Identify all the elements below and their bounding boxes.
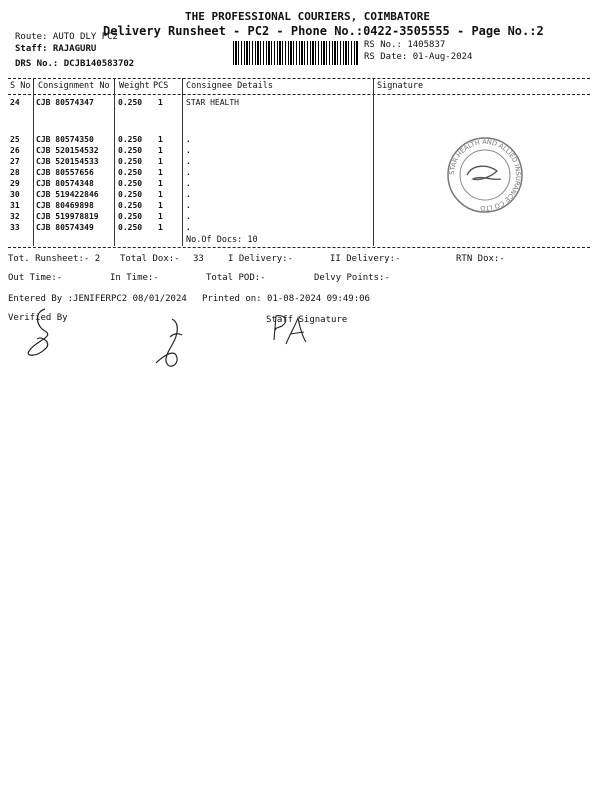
row-consignee: .: [186, 179, 191, 188]
delvy-points: Delvy Points:-: [314, 273, 390, 283]
row-weight: 0.250: [118, 190, 143, 199]
row-pcs: 1: [158, 135, 163, 144]
col-header-consignment: Consignment No: [38, 81, 110, 91]
printed-on: Printed on: 01-08-2024 09:49:06: [202, 294, 370, 304]
rs-number: RS No.: 1405837: [364, 40, 446, 50]
row-weight: 0.250: [118, 201, 143, 210]
entered-by: Entered By :JENIFERPC2 08/01/2024: [8, 294, 187, 304]
out-time: Out Time:-: [8, 273, 63, 283]
seal-text: STAR HEALTH AND ALLIED INSURANCE CO LTD: [447, 137, 523, 213]
row-consignee: .: [186, 146, 191, 155]
runsheet-subtitle: Delivery Runsheet - PC2 - Phone No.:0422-3505555 - Page No.:2: [103, 24, 544, 38]
no-of-docs: No.Of Docs: 10: [186, 235, 258, 245]
row-consignment: CJB 80574349: [36, 223, 94, 232]
rs-date: RS Date: 01-Aug-2024: [364, 52, 473, 62]
col-divider: [373, 78, 374, 246]
table-top-rule: [8, 78, 590, 79]
route: Route: AUTO DLY PC2: [15, 32, 118, 42]
total-pod: Total POD:-: [206, 273, 266, 283]
row-sno: 32: [10, 212, 20, 221]
row-sno: 33: [10, 223, 20, 232]
company-seal-stamp: [445, 135, 525, 215]
row-weight: 0.250: [118, 146, 143, 155]
signature-staff: [262, 310, 312, 350]
row-pcs: 1: [158, 98, 163, 107]
tot-runsheet: Tot. Runsheet:- 2: [8, 254, 101, 264]
i-delivery: I Delivery:-: [228, 254, 294, 264]
row-weight: 0.250: [118, 157, 143, 166]
row-consignment: CJB 80469898: [36, 201, 94, 210]
row-sno: 25: [10, 135, 20, 144]
signature-middle: [150, 315, 195, 370]
row-pcs: 1: [158, 201, 163, 210]
drs-number: DRS No.: DCJB140583702: [15, 59, 135, 69]
row-sno: 31: [10, 201, 20, 210]
col-header-sno: S No: [10, 81, 31, 91]
table-header-rule: [8, 94, 590, 95]
col-header-signature: Signature: [377, 81, 424, 91]
row-pcs: 1: [158, 212, 163, 221]
company-name: THE PROFESSIONAL COURIERS, COIMBATORE: [185, 10, 431, 23]
row-consignee: .: [186, 168, 191, 177]
row-sno: 24: [10, 98, 20, 107]
row-consignee: .: [186, 135, 191, 144]
row-pcs: 1: [158, 168, 163, 177]
signature-verified: [15, 305, 65, 360]
row-weight: 0.250: [118, 212, 143, 221]
row-consignment: CJB 520154533: [36, 157, 99, 166]
col-divider: [114, 78, 115, 246]
row-weight: 0.250: [118, 168, 143, 177]
row-consignment: CJB 80574348: [36, 179, 94, 188]
row-pcs: 1: [158, 146, 163, 155]
col-divider: [33, 78, 34, 246]
row-sno: 27: [10, 157, 20, 166]
row-weight: 0.250: [118, 179, 143, 188]
row-consignee: .: [186, 157, 191, 166]
row-weight: 0.250: [118, 135, 143, 144]
row-pcs: 1: [158, 179, 163, 188]
row-weight: 0.250: [118, 98, 143, 107]
col-header-weight: Weight: [119, 81, 150, 91]
verified-by: Verified By: [8, 313, 68, 323]
total-dox-value: 33: [193, 254, 204, 264]
staff: Staff: RAJAGURU: [15, 44, 97, 54]
row-sno: 29: [10, 179, 20, 188]
staff-signature-label: Staff Signature: [266, 315, 348, 325]
row-sno: 30: [10, 190, 20, 199]
row-consignment: CJB 80557656: [36, 168, 94, 177]
col-header-consignee: Consignee Details: [186, 81, 273, 91]
row-consignment: CJB 519978819: [36, 212, 99, 221]
row-consignment: CJB 80574350: [36, 135, 94, 144]
row-pcs: 1: [158, 190, 163, 199]
row-consignee: .: [186, 190, 191, 199]
row-weight: 0.250: [118, 223, 143, 232]
row-sno: 28: [10, 168, 20, 177]
ii-delivery: II Delivery:-: [330, 254, 401, 264]
row-pcs: 1: [158, 157, 163, 166]
row-consignment: CJB 519422846: [36, 190, 99, 199]
barcode: [233, 41, 358, 65]
in-time: In Time:-: [110, 273, 159, 283]
col-header-pcs: PCS: [153, 81, 169, 91]
row-consignment: CJB 520154532: [36, 146, 99, 155]
table-bottom-rule: [8, 247, 590, 248]
rtn-dox: RTN Dox:-: [456, 254, 505, 264]
row-sno: 26: [10, 146, 20, 155]
row-pcs: 1: [158, 223, 163, 232]
row-consignee: .: [186, 201, 191, 210]
row-consignment: CJB 80574347: [36, 98, 94, 107]
col-divider: [182, 78, 183, 246]
row-consignee: .: [186, 223, 191, 232]
row-consignee: .: [186, 212, 191, 221]
row-consignee: STAR HEALTH: [186, 98, 239, 107]
total-dox-label: Total Dox:-: [120, 254, 180, 264]
